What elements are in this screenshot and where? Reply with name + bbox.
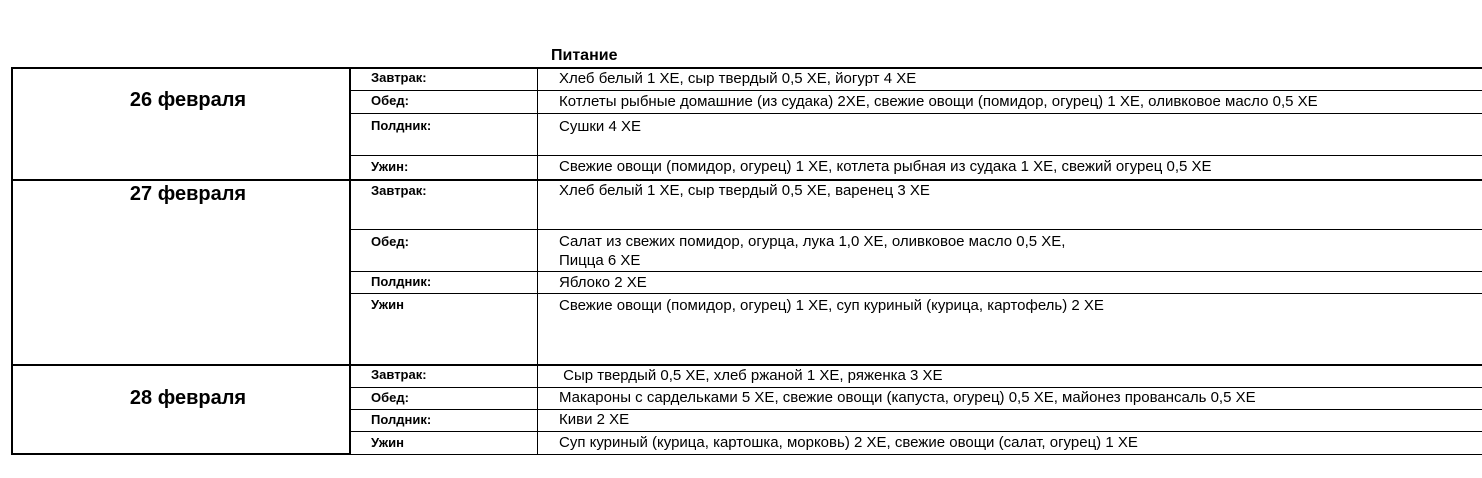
row-separator: [351, 387, 1482, 388]
meal-label: Завтрак:: [371, 367, 427, 382]
row-separator: [351, 271, 1482, 272]
table-left-border: [11, 67, 13, 455]
row-separator: [351, 229, 1482, 230]
meal-menu: Сушки 4 ХЕ: [559, 118, 641, 135]
meal-label: Ужин: [371, 297, 404, 312]
meal-menu: Салат из свежих помидор, огурца, лука 1,0 ХЕ, оливковое масло 0,5 ХЕ,: [559, 233, 1066, 250]
meal-column-border: [537, 67, 538, 455]
meal-schedule-table: [11, 67, 1482, 455]
meal-menu: Макароны с сардельками 5 ХЕ, свежие овощи (капуста, огурец) 0,5 ХЕ, майонез провансаль 0,5 ХЕ: [559, 389, 1256, 406]
meal-menu: Хлеб белый 1 ХЕ, сыр твердый 0,5 ХЕ, варенец 3 ХЕ: [559, 182, 930, 199]
table-top-border: [11, 67, 1482, 69]
meal-label: Полдник:: [371, 274, 432, 289]
meal-label: Полдник:: [371, 118, 432, 133]
page-title: Питание: [551, 47, 618, 64]
day-separator: [11, 364, 1482, 366]
row-separator: [351, 431, 1482, 432]
row-separator: [351, 113, 1482, 114]
meal-menu: Сыр твердый 0,5 ХЕ, хлеб ржаной 1 ХЕ, ряженка 3 ХЕ: [559, 367, 943, 384]
meal-menu-continued: Пицца 6 ХЕ: [559, 252, 641, 269]
table-bottom-border: [351, 454, 1482, 455]
row-separator: [351, 90, 1482, 91]
row-separator: [351, 293, 1482, 294]
row-separator: [351, 409, 1482, 410]
day-separator: [11, 179, 1482, 181]
meal-label: Ужин: [371, 435, 404, 450]
day-date: 27 февраля: [129, 183, 247, 205]
row-separator: [351, 155, 1482, 156]
meal-menu: Хлеб белый 1 ХЕ, сыр твердый 0,5 ХЕ, йогурт 4 ХЕ: [559, 70, 917, 87]
day-date: 28 февраля: [129, 387, 247, 409]
meal-label: Полдник:: [371, 412, 432, 427]
day-date: 26 февраля: [129, 89, 247, 111]
meal-label: Завтрак:: [371, 70, 427, 85]
meal-menu: Киви 2 ХЕ: [559, 411, 630, 428]
meal-menu: Свежие овощи (помидор, огурец) 1 ХЕ, котлета рыбная из судака 1 ХЕ, свежий огурец 0,5 ХЕ: [559, 158, 1212, 175]
meal-label: Ужин:: [371, 159, 409, 174]
table-bottom-border: [11, 453, 351, 455]
meal-menu: Котлеты рыбные домашние (из судака) 2ХЕ, свежие овощи (помидор, огурец) 1 ХЕ, оливковое масло 0,5 ХЕ: [559, 93, 1318, 110]
meal-menu: Суп куриный (курица, картошка, морковь) 2 ХЕ, свежие овощи (салат, огурец) 1 ХЕ: [559, 434, 1138, 451]
meal-label: Завтрак:: [371, 183, 427, 198]
meal-menu: Яблоко 2 ХЕ: [559, 274, 647, 291]
meal-label: Обед:: [371, 234, 409, 249]
meal-label: Обед:: [371, 93, 409, 108]
meal-menu: Свежие овощи (помидор, огурец) 1 ХЕ, суп куриный (курица, картофель) 2 ХЕ: [559, 297, 1104, 314]
meal-label: Обед:: [371, 390, 409, 405]
